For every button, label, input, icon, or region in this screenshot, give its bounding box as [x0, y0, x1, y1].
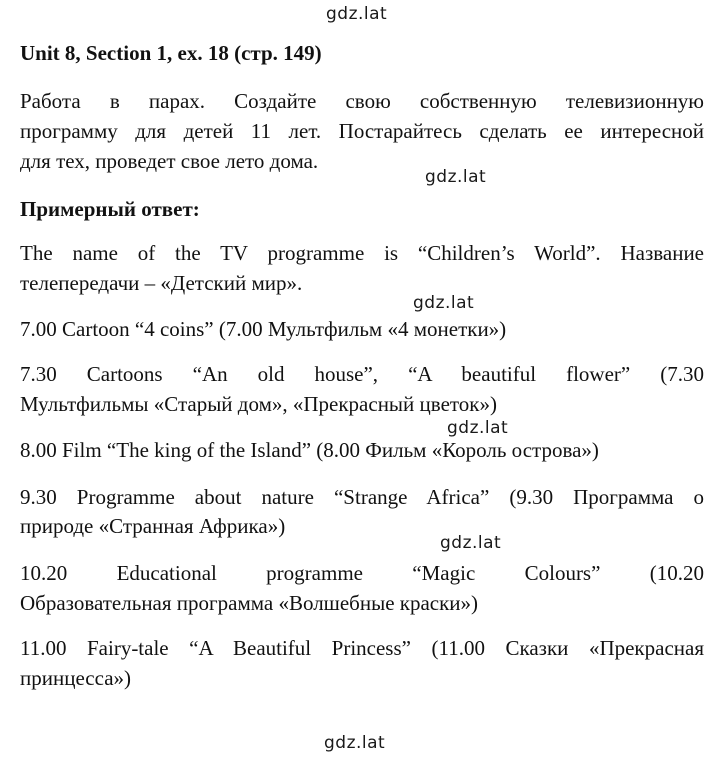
page-title: Unit 8, Section 1, ex. 18 (стр. 149) [20, 41, 322, 65]
text-line: принцесса») [20, 666, 132, 690]
text-line: для тех, проведет свое лето дома. [20, 149, 319, 173]
watermark: gdz.lat [447, 418, 509, 438]
text-line: The name of the TV programme is “Children’s World”. Название [20, 241, 704, 265]
watermark: gdz.lat [326, 4, 388, 24]
watermark: gdz.lat [413, 293, 475, 313]
watermark: gdz.lat [440, 533, 502, 553]
text-line: программу для детей 11 лет. Постарайтесь сделать ее интересной [20, 119, 704, 143]
text-line: 7.30 Cartoons “An old house”, “A beautiful flower” (7.30 [20, 362, 704, 386]
text-line: 10.20 Educational programme “Magic Colours” (10.20 [20, 561, 704, 585]
answer-label: Примерный ответ: [20, 197, 200, 221]
watermark: gdz.lat [324, 733, 386, 753]
text-line: 11.00 Fairy-tale “A Beautiful Princess” (11.00 Сказки «Прекрасная [20, 636, 704, 660]
watermark: gdz.lat [425, 167, 487, 187]
text-line: Образовательная программа «Волшебные краски») [20, 591, 479, 615]
text-line: 9.30 Programme about nature “Strange Africa” (9.30 Программа о [20, 485, 704, 509]
text-line: природе «Странная Африка») [20, 514, 286, 538]
text-line: телепередачи – «Детский мир». [20, 271, 303, 295]
text-line: Работа в парах. Создайте свою собственную телевизионную [20, 89, 704, 113]
text-line: 8.00 Film “The king of the Island” (8.00 Фильм «Король острова») [20, 438, 599, 462]
text-line: 7.00 Cartoon “4 coins” (7.00 Мультфильм «4 монетки») [20, 317, 507, 341]
text-line: Мультфильмы «Старый дом», «Прекрасный цветок») [20, 392, 497, 416]
